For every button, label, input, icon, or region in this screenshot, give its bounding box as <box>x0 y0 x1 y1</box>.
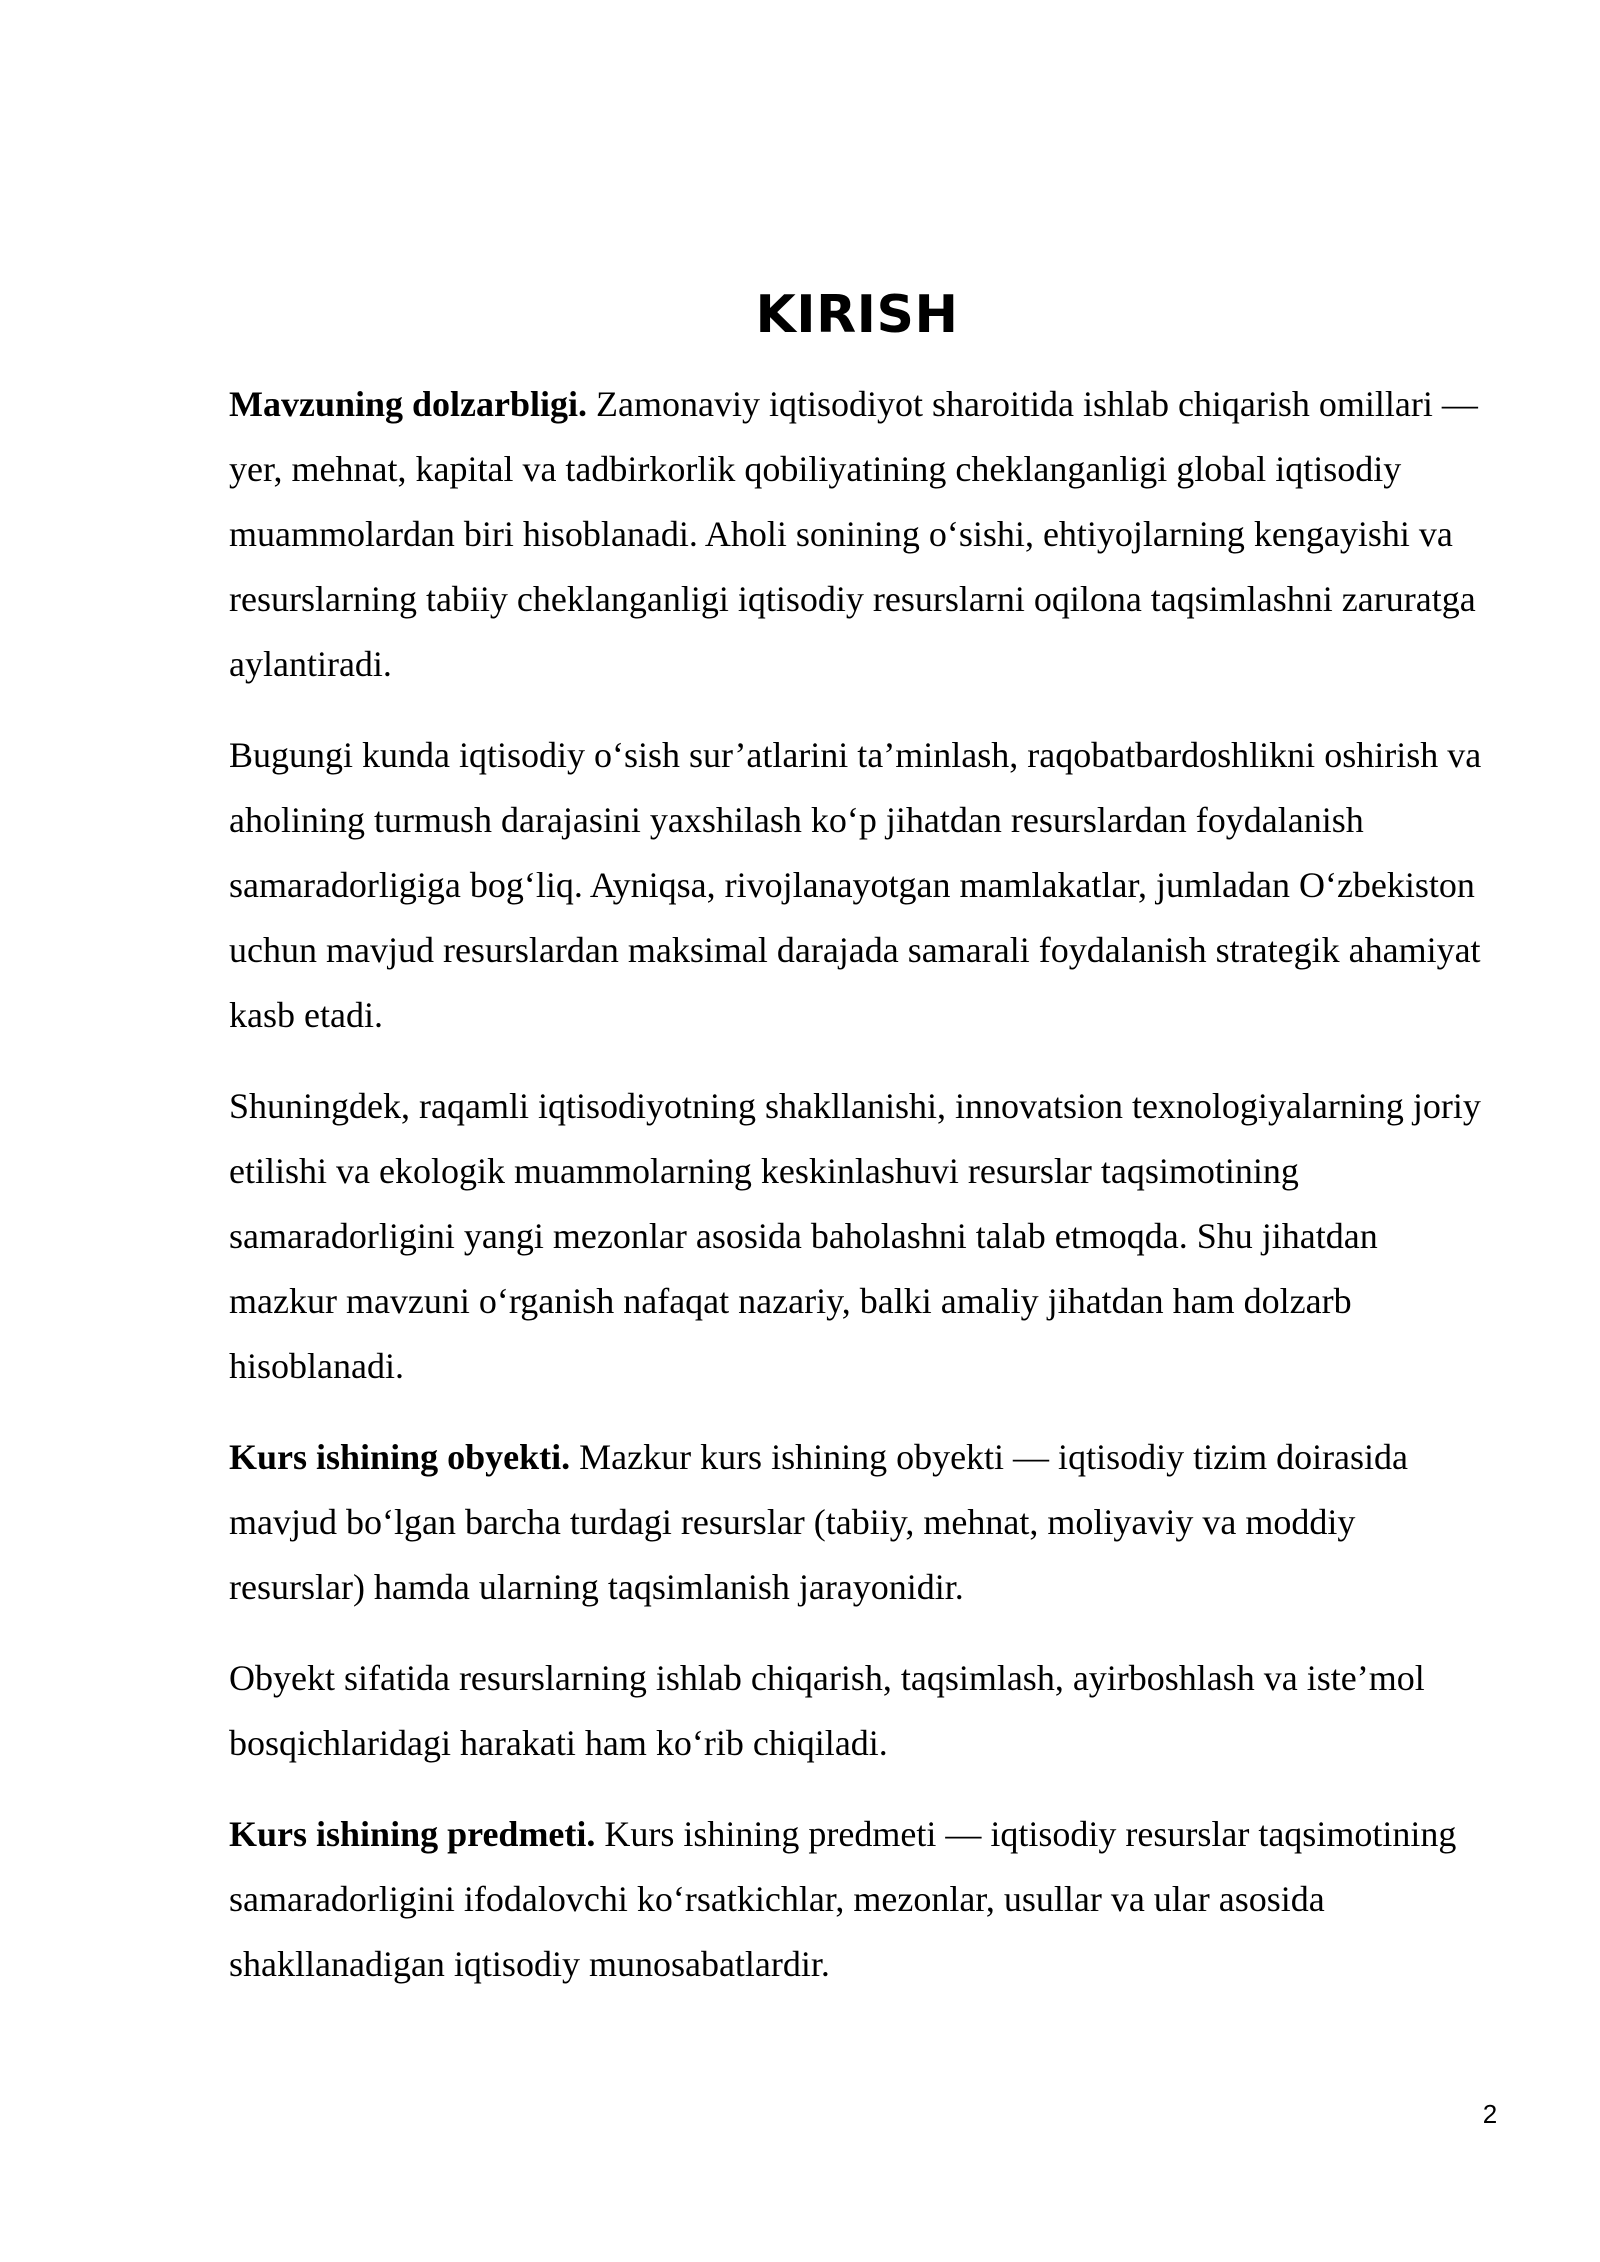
paragraph-text: Mazkur kurs ishining obyekti — iqtisodiy tizim doirasida mavjud bo‘lgan barcha turdagi resurslar (tabiiy, mehnat, moliyaviy va moddiy resurslar) hamda ularning taqsimlanish jarayonidir. <box>229 1437 1409 1607</box>
paragraph-relevance <box>229 372 1484 697</box>
paragraph-lead: Kurs ishining predmeti. <box>229 1814 596 1854</box>
paragraph-text: Shuningdek, raqamli iqtisodiyotning shakllanishi, innovatsion texnologiyalarning joriy etilishi va ekologik muammolarning keskinlashuvi resurslar taqsimotining samaradorligini yangi mezonlar asosida baholashni talab etmoqda. Shu jihatdan mazkur mavzuni o‘rganish nafaqat nazariy, balki amaliy jihatdan ham dolzarb hisoblanadi. <box>229 1086 1481 1386</box>
paragraph-lead: Mavzuning dolzarbligi. <box>229 384 588 424</box>
paragraph-subject <box>229 1802 1484 1997</box>
page-number: 2 <box>1482 2099 1498 2129</box>
paragraph-text: Zamonaviy iqtisodiyot sharoitida ishlab chiqarish omillari — yer, mehnat, kapital va tadbirkorlik qobiliyatining cheklanganligi global iqtisodiy muammolardan biri hisoblanadi. Aholi sonining o‘sishi, ehtiyojlarning kengayishi va resurslarning tabiiy cheklanganligi iqtisodiy resurslarni oqilona taqsimlashni zaruratga aylantiradi. <box>229 384 1478 684</box>
document-body <box>229 372 1484 2023</box>
paragraph-growth <box>229 723 1484 1048</box>
paragraph-text: Bugungi kunda iqtisodiy o‘sish sur’atlarini ta’minlash, raqobatbardoshlikni oshirish va aholining turmush darajasini yaxshilash ko‘p jihatdan resurslardan foydalanish samaradorligiga bog‘liq. Ayniqsa, rivojlanayotgan mamlakatlar, jumladan O‘zbekiston uchun mavjud resurslardan maksimal darajada samarali foydalanish strategik ahamiyat kasb etadi. <box>229 735 1482 1035</box>
page-title: KIRISH <box>755 285 959 345</box>
paragraph-text: Obyekt sifatida resurslarning ishlab chiqarish, taqsimlash, ayirboshlash va iste’mol bosqichlaridagi harakati ham ko‘rib chiqiladi. <box>229 1658 1425 1763</box>
paragraph-object-details <box>229 1646 1484 1776</box>
paragraph-digital-economy <box>229 1074 1484 1399</box>
paragraph-object <box>229 1425 1484 1620</box>
paragraph-text: Kurs ishining predmeti — iqtisodiy resurslar taqsimotining samaradorligini ifodalovchi ko‘rsatkichlar, mezonlar, usullar va ular asosida shakllanadigan iqtisodiy munosabatlardir. <box>229 1814 1457 1984</box>
paragraph-lead: Kurs ishining obyekti. <box>229 1437 571 1477</box>
